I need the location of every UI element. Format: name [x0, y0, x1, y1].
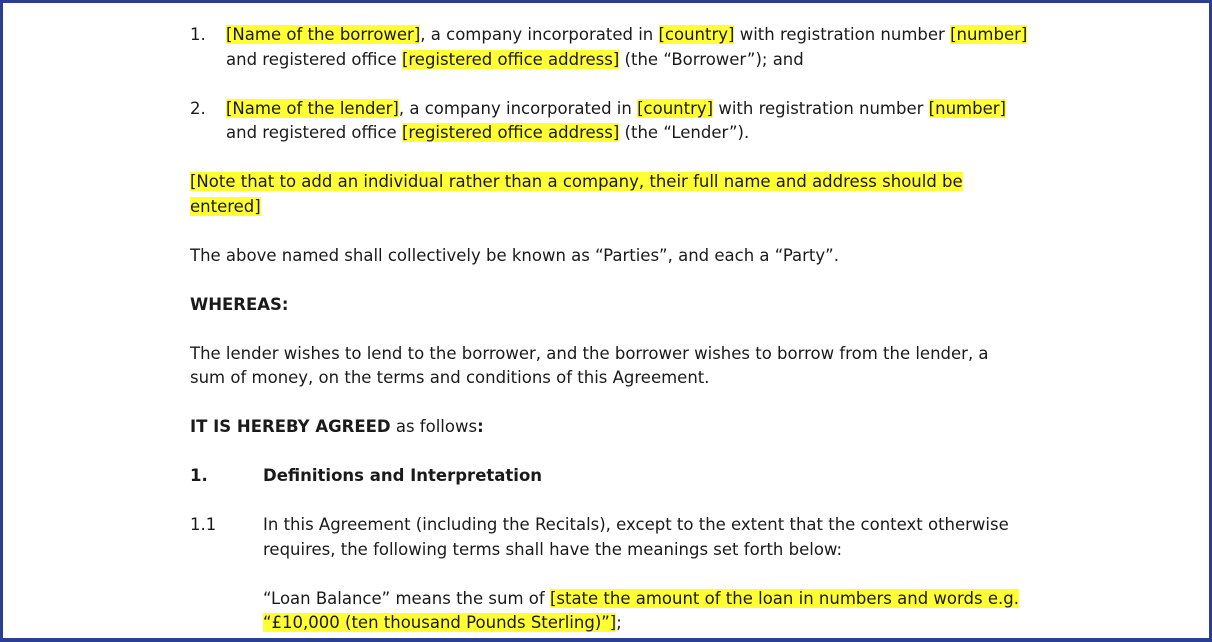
- loan-amount-placeholder: “£10,000 (ten thousand Pounds Sterling)”]: [263, 613, 617, 632]
- section-number: 1.: [190, 466, 208, 485]
- party-text: and registered office: [226, 123, 402, 142]
- address-placeholder: [registered office address]: [401, 123, 620, 142]
- agreed-rest: as follows: [390, 417, 478, 436]
- address-placeholder: [registered office address]: [401, 49, 620, 69]
- party-item-borrower: [190, 23, 1050, 72]
- party-number: 2.: [190, 98, 206, 118]
- clause-text: In this Agreement (including the Recitals), except to the extent that the context otherwise requires, the following terms shall have the meanings set forth below:: [263, 515, 1009, 559]
- party-text: , a company incorporated in: [398, 98, 638, 118]
- party-text: and registered office: [226, 49, 402, 69]
- country-placeholder: [country]: [637, 98, 714, 118]
- loan-balance-definition: [190, 587, 1023, 636]
- individual-note: [190, 170, 1050, 219]
- note-line: entered]: [190, 196, 261, 216]
- party-text: , a company incorporated in: [420, 25, 659, 44]
- section-title: Definitions and Interpretation: [263, 466, 543, 485]
- lender-name-placeholder: [Name of the lender]: [226, 98, 399, 118]
- definition-text: “Loan Balance” means the sum of: [263, 588, 550, 608]
- whereas-heading: WHEREAS:: [190, 294, 289, 314]
- loan-amount-placeholder: [state the amount of the loan in numbers and words e.g.: [549, 588, 1019, 608]
- clause-1-1: [190, 513, 1063, 562]
- document-body: [190, 23, 1050, 636]
- recital-paragraph: The lender wishes to lend to the borrower, and the borrower wishes to borrow from the lender, a sum of money, on the terms and conditions of this Agreement.: [190, 343, 989, 387]
- registration-number-placeholder: [number]: [928, 98, 1006, 118]
- registration-number-placeholder: [number]: [950, 25, 1028, 44]
- definition-end: ;: [616, 613, 622, 632]
- parties-definition: The above named shall collectively be known as “Parties”, and each a “Party”.: [190, 245, 839, 265]
- party-text: with registration number: [734, 25, 951, 44]
- agreed-bold: IT IS HEREBY AGREED: [190, 417, 391, 436]
- section-heading: [190, 464, 1050, 489]
- party-text: (the “Lender”).: [619, 123, 750, 142]
- note-line: [Note that to add an individual rather than a company, their full name and address should be: [190, 172, 963, 191]
- clause-number: 1.1: [190, 515, 217, 534]
- party-text: (the “Borrower”); and: [619, 49, 804, 69]
- agreed-statement: [190, 415, 1050, 440]
- borrower-name-placeholder: [Name of the borrower]: [226, 25, 421, 44]
- party-number: 1.: [190, 25, 206, 44]
- agreed-colon: :: [477, 417, 484, 436]
- country-placeholder: [country]: [658, 25, 735, 44]
- party-item-lender: [190, 97, 1050, 146]
- party-text: with registration number: [713, 98, 929, 118]
